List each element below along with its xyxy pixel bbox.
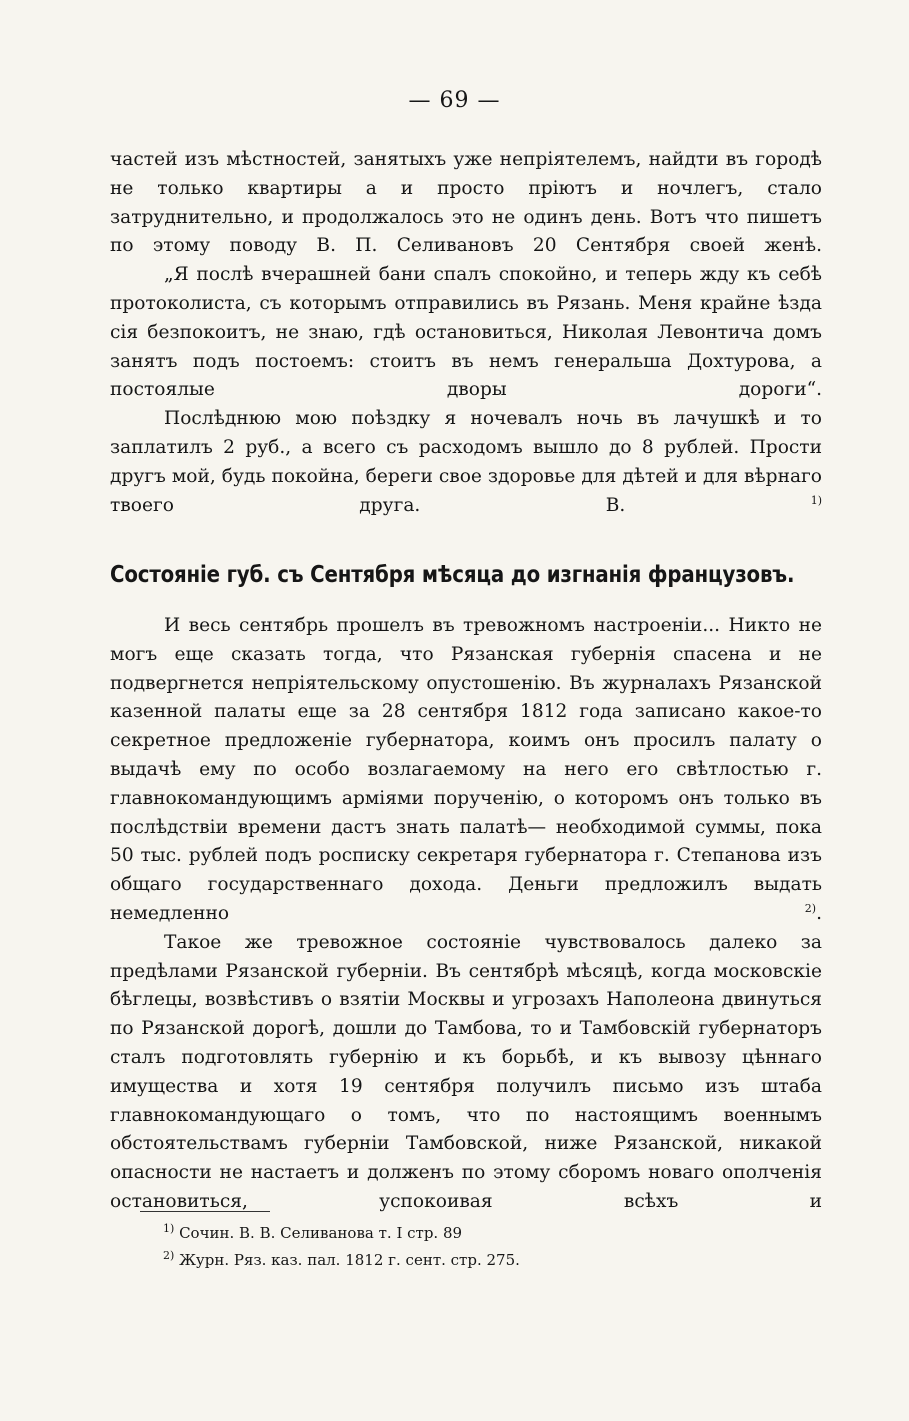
footnote <box>163 1247 823 1274</box>
page-number: — 69 — <box>408 88 501 113</box>
footnote <box>163 1220 823 1247</box>
text-block-top <box>110 146 822 520</box>
footnote-divider <box>140 1211 270 1212</box>
footnote-reference: 1) <box>810 493 822 507</box>
paragraph: Такое же тревожное состояніе чувствовалось далеко за предѣлами Рязанской губерніи. Въ сентябрѣ мѣсяцѣ, когда московскіе бѣглецы, возвѣстивъ о взятіи Москвы и угрозахъ Наполеона двинуться по Рязанской дорогѣ, дошли до Тамбова, то и Тамбовскій губернаторъ сталъ подготовлять губернію и къ борьбѣ, и къ вывозу цѣннаго имущества и хотя 19 сентября получилъ письмо изъ штаба главнокомандующаго о томъ, что по настоящимъ военнымъ обстоятельствамъ губерніи Тамбовской, ниже Рязанской, никакой опасности не настаетъ и долженъ по этому сборомъ новаго ополченія остановиться, успокоивая всѣхъ и <box>110 931 822 1212</box>
footnote-mark: 1) <box>163 1222 175 1235</box>
footnotes <box>163 1220 823 1274</box>
footnote-text: Сочин. В. В. Селиванова т. I стр. 89 <box>179 1224 463 1242</box>
footnote-mark: 2) <box>163 1249 175 1262</box>
paragraph-text: И весь сентябрь прошелъ въ тревожномъ настроеніи... Никто не могъ еще сказать тогда, что Рязанская губернія спасена и не подвергнется непріятельскому опустошенію. Въ журналахъ Рязанской казенной палаты еще за 28 сентября 1812 года записано какое-то секретное предложеніе губернатора, коимъ онъ просилъ палату о выдачѣ ему по особо возлагаемому на него его свѣтлостью г. главнокомандующимъ арміями порученію, о которомъ онъ только въ послѣдствіи времени дастъ знать палатѣ— необходимой суммы, пока 50 тыс. рублей подъ росписку секретаря губернатора г. Степанова изъ общаго государственнаго дохода. Деньги предложилъ выдать немедленно <box>110 615 822 924</box>
footnote-text: Журн. Ряз. каз. пал. 1812 г. сент. стр. 275. <box>179 1251 520 1269</box>
footnote-reference: 2) <box>804 901 817 915</box>
paragraph-text: Послѣднюю мою поѣздку я ночевалъ ночь въ лачушкѣ и то заплатилъ 2 руб., а всего съ расходомъ вышло до 8 рублей. Прости другъ мой, будь покойна, береги свое здоровье для дѣтей и для вѣрнаго твоего друга. В. <box>110 408 822 516</box>
letter-closing-paragraph <box>110 405 822 520</box>
section-heading: Состояніе губ. съ Сентября мѣсяца до изгнанія французовъ. <box>110 562 795 588</box>
quoted-letter-paragraph: „Я послѣ вчерашней бани спалъ спокойно, и теперь жду къ себѣ протоколиста, съ которымъ отправились въ Рязань. Меня крайне ѣзда сія безпокоитъ, не знаю, гдѣ остановиться, Николая Левонтича домъ занятъ подъ постоемъ: стоитъ въ немъ генеральша Дохтурова, а постоялые дворы дороги“. <box>110 264 822 401</box>
text-block-bottom <box>110 612 822 1217</box>
paragraph: И весь сентябрь прошелъ въ тревожномъ настроеніи... Никто не могъ еще сказать тогда, что Рязанская губернія спасена и не подвергнется непріятельскому опустошенію. Въ журналахъ Рязанской казенной палаты еще за 28 сентября 1812 года записано какое-то секретное предложеніе губернатора, коимъ онъ просилъ палату о выдачѣ ему по особо возлагаемому на него его свѣтлостью г. главнокомандующимъ арміями порученію, о которомъ онъ только въ послѣдствіи времени дастъ знать палатѣ— необходимой суммы, пока 50 тыс. рублей подъ росписку секретаря губернатора г. Степанова изъ общаго государственнаго дохода. Деньги предложилъ выдать немедленно $^{2)}$. <box>110 615 822 924</box>
paragraph: частей изъ мѣстностей, занятыхъ уже непріятелемъ, найдти въ городѣ не только квартиры а и просто пріютъ и ночлегъ, стало затруднительно, и продолжалось это не одинъ день. Вотъ что пишетъ по этому поводу В. П. Селивановъ 20 Сентября своей женѣ. <box>110 149 822 257</box>
